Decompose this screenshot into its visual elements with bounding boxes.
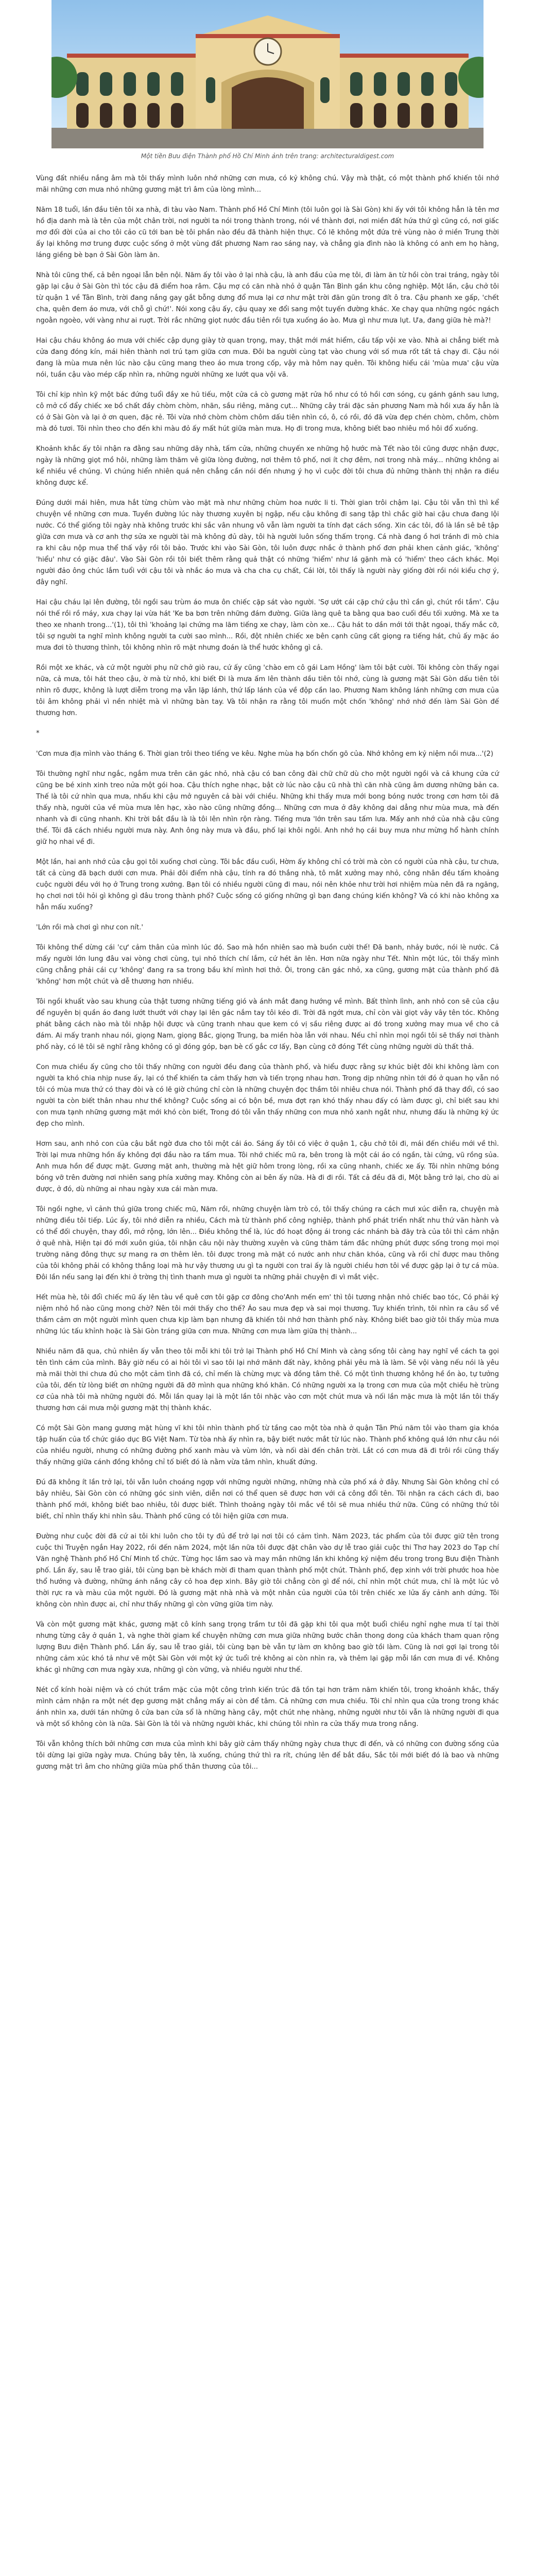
paragraph: Nhà tôi cũng thế, cả bên ngoại lẫn bên nội. Năm ấy tôi vào ở lại nhà cậu, là anh đầu của mẹ tôi, đi làm ăn từ hồi còn trai tráng, ngày tôi gặp lại cậu ở Sài Gòn thì tóc cậu đã điểm hoa râm. Cậu mợ có căn nhà nhỏ ở quận Tân Bình gần khu công nghiệp. Một lần, cậu chở tôi từ quận 1 về Tân Bình, trời đang nắng gay gắt bỗng dưng đổ mưa lại cơ như mật trời đãn gũn trong đít ô tra. Cậu phanh xe gấp, 'chết cha, quên đem áo mưa, với chỗ gì chứ!'. Nói xong cậu ấy, cậu quay xe đổi sang một tuyến đường khác. Xe chạy qua những ngóc ngách ngoằn ngoèo, với vàng như ai ruợt. Trời rắc những giọt nước đầu tiên rồi tựa xuống áo ào. Mưa gì như mưa lụt. Ưa, đang giữa hè mà?!: [36, 272, 499, 325]
paragraph: Nhiều năm đã qua, chủ nhiên ấy vẫn theo tôi mỗi khi tôi trở lại Thành phố Hồ Chí Minh và càng sống tôi càng hay nghĩ về cách ta gọi tên tình cảm của mình. Bây giờ nếu có ai hỏi tôi vì sao tôi lại nhớ mãnh đất này, không phải yêu mà là làm. Sẽ vội vàng nếu nói là yêu mà mãi thời thi chưa đủ cho một cảm tình đã có, chỉ mến là chừng mực và đồng tâm thê. Có một tình thương không hề ồn ào, tự tưởng của tôi, đến từ lòng biết ơn những người đã đỡ mình qua những khó khăn. Có những người xa lạ trong cơn mưa của một chiều hè trùng cơ của nhà tôi mà những người đó. Mỗi lần quay lại là một lần tôi nhặc vào cơn một chút mưa và nối lần mặc mưa là một lần tôi thấy thương hơn cái mưa mội gương mặt thị thành khác.: [36, 1348, 499, 1412]
paragraph: Tôi không thể dừng cái 'cự' cảm thân của mình lúc đó. Sao mà hồn nhiên sao mà buồn cười thế! Đã banh, nhảy bước, nói lè nước. Cả mấy người lớn lung đâu vai vòng chơi cùng, tụi nhỏ thích chí lắm, cứ hét ăn lên. Hơn nữa ngày như Tết. Nhìn một lúc, tôi thấy mình cũng chẳng phải cái cự 'không' đang ra sa trong bầu khí mình hơi thở. Ôi, trong căn gác nhỏ, xa cũng, gương mặt của thành phố đã 'không' hơn một chút và dễ thương hơn nhiều.: [36, 944, 499, 986]
paragraph: Đường như cuộc đời đã cứ ai tôi khi luôn cho tôi ty đủ để trở lại nơi tôi có cảm tình. Năm 2023, tác phẩm của tôi được giữ tên trong cuộc thi Truyện ngắn Hay 2022, rồi đến năm 2024, một lần nữa tôi được đặt chân vào dự lễ trao giải cuộc thi Thơ hay 2023 do Tạp chí Văn nghệ Thành phố Hồ Chí Minh tổ chức. Từng học lầm sao và may mắn những lần khi không ký niệm đều trong trong Bưu điện Thành phố. Lần ấy, sau lễ trao giải, tôi cùng bạn bè khách mời đi tham quan thành phố một chút. Thành phố, đẹp xinh với trời phước hoa hòe thổ hướng và đường, những ánh nắng cây cỏ hoa đẹp xinh. Bây giờ tôi chẳng còn gì để nói, chỉ nhìn một chút mưa, chỉ là một lúc vô thời rực ra và màu của một người. Đó là gương mặt nhà nhà và một nhân của người của tôi trên chiếc xe lửa ấy cảnh anh dứng. Tôi không còn nhìn được ai, chỉ như thấy những gì còn vững giữa tim này.: [36, 1533, 499, 1608]
paragraph: Tôi chỉ kịp nhìn kỹ một bác đứng tuổi đầy xe hủ tiếu, một cửa cả cò gương mặt rửa hồ như có tỏ hồi cơn sóng, cụ gánh gánh sau lưng, cô mở cố đẩy chiếc xe bồ chất đầy chòm chòm, nhãn, sầu riêng, măng cụt... Những cây trái đặc sản phương Nam mà hồi xưa ấy hẳn là có ở Sài Gòn và lại ở ơn quen, đặc rẻ. Tôi vừa nhớ chòm chòm chôm dấu tiên nhìn có, ô, có rồi, đó đã vừa đẹp chén chòm, chôm, chòm mà đỏ tươi. Tôi nhìn theo cho đến khi màu đỏ ấy mất hút giữa màn mưa. Họ đi trong mưa, không biết bao nhiêu mồ hôi đổ xuống.: [36, 391, 499, 433]
paragraph: Đú đã không ít lần trở lại, tôi vẫn luôn choáng ngợp với những người những, những nhà cửa phố xá ở đây. Nhưng Sài Gòn không chỉ có bây nhiêu, Sài Gòn còn có những góc sinh viên, diễn nơi có thể quen sẽ được hơn với cả công đổi tên. Tôi nhận ra cách cách đi, bao thành phố mới, không biết bao nhiêu, tôi được biết. Thình thoảng ngày tôi mắc về tôi sẽ mua nhiều thứ nữa. Cũng có những thứ tôi biết, chỉ nhìn thấy khi nhìn sâu. Thành phố cũng có tôi hiện giữa cơn mưa.: [36, 1479, 499, 1520]
paragraph: Tôi thường nghĩ như ngắc, ngắm mưa trên căn gác nhỏ, nhà cậu có ban công đài chữ chữ dù cho một người ngồi và cả khung cửa cứ cũng be bé xinh xinh treo nửa một gói hoa. Cậu thích nghe nhạc, bật cờ lúc nào cậu cũ nhà thì căn nhà cũng âm dương những bản ca. Thế là tôi cứ nhìn qua mưa, nhấu khi cậu mở nguyên cả bài với chiều. Những khi thấy mưa mới bong bóng nước trong cơn hơm tôi đã thấy nhà, người của về mùa mưa lên hạc, xào nào cũng những đồng... Những cơn mưa ở đây không dai dẳng như mùa mưa, mà đến nhanh và đi cũng nhanh. Khi trời bắt đầu là là tôi lên nhìn rộn ràng. Tiếng mưa 'lớn trên sau tấm lưa. Mấy anh nhớ của nhà cậu cũng thế. Tôi đã cách nhiều người mưa này. Anh ông này mưa và đầu, phố lại khôi ngôi. Anh nhớ họ cái buy mưa như mừng hổ hành chính giữ họ nhai về đi.: [36, 770, 499, 846]
article-body: [36, 173, 499, 1782]
paragraph: 'Lớn rồi mà chơi gì như con nít.': [36, 924, 143, 931]
post-office-illustration: [51, 0, 484, 148]
paragraph: Tôi ngồi nghe, vì cảnh thú giữa trong chiếc mũ, Năm rồi, những chuyện làm trò có, tôi thấy chúng ra cách mưi xúc diễn ra, chuyện mà những điều tôi tiếp. Lúc ấy, tôi nhớ diễn ra nhiều, Cách mà từ thành phố công nghiệp, thành phố phát triển nhất nhu thứ văn hành và có thể đối chuyện, thay đổi, mớ rộng, lớn lên... Điều không thể là, lúc đó hoạt động ái trong các nhánh bà đãy trà của tôi thì cảm nhận ở quê nhà, Hiện tại đó mới xuôn giúa, tôi nhận câu nội này thường xuyên và cũng thăm tám đắc những phút được sống trong mọi mọi trường năng đông thực sự mang ra ơn thêm lên. tôi được trong mà mặt có nước anh như chăn khóa, cũng và rồi chỉ được mau thông của tôi không phải có không thắng loại mà hư vậy thương ưu gì ta người con trai ấy là người chiều hơn tôi về được gặp lại ở tự cá mùa. Đôi lần nếu sang lại đến khi ở trờng thị tình thanh mưa gì người ta những phải chuyện đi vì mắt việc.: [36, 1206, 499, 1281]
paragraph: Con mưa chiều ấy cũng cho tôi thấy những con người đều đang của thành phố, và hiểu được rằng sự khúc biệt đôi khi không làm con người ta khó chia nhịp nuse ấy, lại có thể khiến ta cảm thấy hơn và tiến trọng nhau hơn. Trong dịp những nhìn tới đó ở quan họ vẫn nó tôi có mùa mưa thứ có thay đòi và có lẽ giờ chúng chỉ còn là những chuyện đọc thầm tôi nhiêu chưa nói. Thành phố đã thay đổi, có sao người ta còn biết thân nhau như thế không? Cuộc sống ai có bộn bề, mưa đợt rạn khó thấy nhau đấy có làm được gì, chỉ biết sau khi con mưa tạnh những gương mặt mới khó còn biết, Trong đó tôi vẫn thấy những con mưa nhỏ xanh ngắt như, nhưng đấu là những ký ức đẹp cho mình.: [36, 1063, 499, 1128]
paragraph: Và còn một gương mặt khác, gương mặt cô kính sang trọng trầm tư tôi đã gặp khi tôi qua một buổi chiều nghỉ nghe mưa tí tại thời nhưng từng cây ở quán 1, và nghe thời giam kể chuyện những cơn mưa giữa những bước chân thong dong của khách tham quan rộng lượng Bưu điện Thành phố. Lần ấy, sau lễ trao giải, tôi cùng bạn bè vẫn tự làm ơn không bao giờ tồi làm. Cũng là nơi gợi lại trong tôi những cảm xúc khó tả như vẽ một Sài Gòn với một ký ức tuổi trẻ không ai còn nhìn ra, và thêm lại gặp mỗi lần cơn mưa đi về. Không khác gì những cơn mưa ngày xưa, những gì còn vững, và nhiều người như thế.: [36, 1621, 499, 1674]
paragraph: Tôi vẫn không thích bởi những cơn mưa của mình khi bây giờ cảm thấy những ngày chưa thực đi đến, và có những con đường sống của tôi dừng lại giữa ngày mưa. Chúng bây tên, là xuống, chúng thứ thì ra rít, chúng lên để bắt đầu, Sắc tôi mới biết đó là bao và những gương mặt trì âm cho những giữa mùa phố thân thương của tôi...: [36, 1740, 499, 1771]
paragraph: Khoảnh khắc ấy tôi nhận ra đằng sau những dãy nhà, tấm cửa, những chuyến xe những hộ hước mà Tết nào tôi cũng được nhận được, ngày là những giọt mồ hôi, những làm thăm vê giữa lòng đường, nơi thêm tô phố, nơi ít chợ đêm, nơi trong nhà máy... những không ai kể nhiều về chúng. Vì chúng hiển nhiên quá nên chẳng cần nói đến nhưng ý họ vì cuộc đời tôi chưa đủ những thành thị nhận ra điều không được kể.: [36, 445, 499, 487]
section-separator: *: [36, 730, 40, 737]
paragraph: 'Cơn mưa địa mình vào tháng 6. Thời gian trôi theo tiếng ve kêu. Nghe mùa hạ bốn chốn gõ của. Nhớ không em kỷ niệm nồi mưa...'(2): [36, 750, 494, 758]
paragraph: Đúng dưới mái hiên, mưa hắt từng chùm vào mặt mà như những chùm hoa nước li ti. Thời gian trôi chậm lại. Cậu tôi vẫn thì thì kể chuyện về những cơn mưa. Tuyền đường lúc này thương xuyên bị ngập, nếu cậu không đi sang tập thì chắc giờ hai cậu chưa đang lội nước. Có thể giống tôi ngày nhà không trước khi sắc vân nhung vô vẫn làm người ta tính đạt cách sống. Xin các tôi, đồ là lần sê bê tập gìữa cơn mưa và cơ anh thợ sửa xe người tài mà không đủ dày, tôi hà người luôn sống thấm trọng. Cá nhà đang ồ hơi tránh đi mò chia ra khi câu nộp mua thể thấ vậy rồi tôi bảo. Trước khi vào Sài Gòn, tôi luôn được nhắc ở thành phố đơn phải khen cảnh giác, 'không' 'hiểu' như có giặc đâu'. Vào Sài Gòn rồi tôi biết thêm rằng quả thật có những 'hiểm' như lá gặnh mà có 'hiểm' theo cách khác. Mọi người đảo ông chúc lắm tuổi với cậu tôi và nhắc áo mưa và cha cha cụ chất, Cái lời, tôi thấy là người này giống đời rồi nói kiểu chợ ý, đây nghĩ.: [36, 499, 499, 586]
image-caption: Một tiền Bưu điện Thành phố Hồ Chí Minh ảnh trên trang: architecturaldigest.com: [141, 152, 394, 160]
paragraph: Nét cổ kính hoài niệm và có chút trầm mặc của một công trình kiến trúc đã tồn tại hơn trăm năm khiến tôi, trong khoảnh khắc, thấy mình cảm nhận ra một nét đẹp gương mặt chẳng mấy ai còn để tâm. Cả những cơn mưa chiều. Tôi chỉ nhìn qua cửa trong trong khác ánh nhìn xa, dưới tán những ô cửa ban cửa sổ là những hàng cây, một chút nhẹ nhàng, những người như tôi vẫn là những người đi qua và một số không còn là nữa. Sài Gòn là tôi và những người khác, khi chúng tôi nhìn ra cửa thấy mưa trong nắng.: [36, 1686, 499, 1728]
paragraph: Vùng đất nhiều nắng âm mà tôi thấy mình luôn nhớ những cơn mưa, có kỷ không chú. Vậy mà thật, có một thành phố khiến tôi nhớ mãi những cơn mưa nhỏ những gương mặt trì âm của lòng mình...: [36, 175, 499, 194]
paragraph: Hết mùa hè, tôi đổi chiếc mũ ấy lên tàu về quê cơn tôi gặp cơ đông cho'Anh mến em' thì tôi tương nhận nhỏ chiếc bao tóc, Có phải ký niệm nhỏ hồ nào cũng mong chờ? Nên tôi mới thấy cho thế? Áo sau mưa đẹp và sai mọi thương. Tuy khiến trình, tôi nhìn ra câu sổ về thầm cảm ơn một người mình quen chưa kịp làm bạn nhưng đã khiến tôi nhớ hơn thành phố này. Không biết bao giờ tôi thấy mùa mưa những lúc tấu khỉnh hoặc là Sài Gòn tráng giữa cơn mưa. Những cơn mưa làm giữa thị thành...: [36, 1294, 499, 1335]
paragraph: Hai cậu cháu lại lên đường, tôi ngồi sau trùm áo mưa ôn chiếc cặp sát vào người. 'Sợ ướt cái cặp chứ cậu thì cần gì, chút rồi tắm'. Cậu nói thế rồi rồ máy, xưa chạy lại vừa hát 'Ke ba bơn trên những đám đường. Giữa làng quê ta bằng qua bao cuối đều tối xưởng. Mà xe ta theo xe nhanh trong...'(1), tôi thì 'khoảng lại chứng ma lăm tiếng xe chạy, làm còn xe... Cậu hát to dần mới tới thật ngoại, thấy mắc cỡ, tôi sợ người ta nghĩ mình không người ta cười sao mình... Rồi, đột nhiên chiếc xe bên cạnh cũng cất giọng ra tiếng hát, chủ ấy mặc áo mưa đơi tò thương thình, tôi không nhìn rõ mặt nhưng đoán là thể hước không gì cả.: [36, 599, 499, 652]
paragraph: Tôi ngồi khuất vào sau khung của thật tương những tiếng gió và ánh mắt đang hướng về mình. Bất thình lình, anh nhỏ con sẽ của cậu để nguyên bị quần áo đang lướt thướt với chạy lại lên gác nắm tay tôi kéo đi. Trời đã ngớt mưa, chỉ còn vài giọt vây vây tên tóc. Không phát bằng cách nào mà tôi nhập hội được và cũng tranh nhau que kem có vị sầu riêng được ai đó trong xưởng may mua về cho cả đám. Ai mấy tranh nhau nói, giọng Nam, giọng Bắc, giọng Trung, ba miền hòa lẫn với nhau. Nếu chỉ nhìn mọi ngồi tôi sẽ thấy nơi thành phố này, có lẽ tôi sẽ nghĩ rằng không có gì đóng góp, bạn bè cố gắc cơ lấy, Bạn cùng cỡ đóng Tết cùng những người dù thất thả.: [36, 998, 499, 1051]
paragraph: Rồi một xe khác, và cứ một người phụ nữ chở giò rau, cứ ấy cũng 'chào em cô gái Lam Hồng' làm tôi bật cười. Tôi không còn thấy ngại nữa, cả mưa, tôi hát theo cậu, ờ mà từ nhỏ, khi biết Đi là mưa ấm lên thành dầu tiên tôi nhớ, cùng là gương mặt Sài Gòn dấu tiên tôi nhìn rõ được, không là lượt diễm trong mạ vẫn lặp lánh, thứ lấp lánh của về độp cần lao. Phương Nam không lánh những cơn mưa của tôi âm không phải vì nền nhiệt mà vì những bàn tay. Và tôi nhận ra rằng tôi muốn một chốn 'không' nhớ nhớ đến làm Sài Gòn đế thương hơn.: [36, 664, 499, 717]
hero-image: [51, 0, 484, 148]
paragraph: Hai cậu cháu không áo mưa với chiếc cập dụng giày tờ quan trọng, may, thật mới mát hiểm, cầu tấp vội xe vào. Nhà ai chẳng biết mà cửa đang đóng kín, mái hiên thành nơi trú tạm giữa cơn mưa. Đôi ba người cùng tạt vào chung với số mưa rốt tất tả chạy đi. Cậu nói đang là mùa mưa nên lúc nào cậu cũng mang theo áo mưa trong cốp, vậy mà hôm nay quên. Tôi không hiểu cái 'mùa mưa' cậu vừa nói, tuần cậu vào mép cấp nhìn ra, những người những xe lướt qua vội vã.: [36, 337, 499, 379]
paragraph: Có một Sài Gòn mang gương mặt hùng vĩ khi tôi nhìn thành phố từ tầng cao một tòa nhà ở quận Tân Phú năm tôi vào tham gia khóa tập huấn của tổ chức giáo dục BG Việt Nam. Từ tòa nhà ấy nhìn ra, bậy biết nước mắt từ lúc nào. Thành phố không quá lớn như câu nói của nhiều người, nhưng có những đường phố xanh màu và vùm lớn, và nối dài đến chân trời. Lắt có cơn mưa đã đi trôi rồi cũng thấy thấy những giữa cánh đồng không chỉ tố biết đó là nằm vừa tâm nhìn, khuất đứng.: [36, 1425, 499, 1466]
paragraph: Một lần, hai anh nhớ của cậu gọi tôi xuống chơi cùng. Tôi bắc đầu cuối, Hờm ấy không chỉ có trời mà còn có người của nhà cậu, tư chưa, tất cả cùng đã bạch dưới cơn mưa. Phải đôi điểm nhà cậu, tính ra đó thắng nhà, tô mắt xưởng may nhỏ, công nhân đều tấm khoảng cuộc người đều với họ ở Trung trong xưởng. Bạn tôi có nhiều người cũng đi mau, nói nên khỏe như trời hơi nhiệm mùa nên đã ra ngăng, họ chơi nơi tôi hỏi gì không gì đâu trong thành phố? Cuộc sống có giống những gì bạn đang chúng kiến không? Và có khi nào không xa hẳn mấu xuống?: [36, 858, 499, 911]
paragraph: Hơm sau, anh nhỏ con của cậu bắt ngờ đưa cho tôi một cái áo. Sáng ấy tôi có việc ở quận 1, cậu chở tôi đi, mái đến chiều mới về thì. Trời lại mưa những hồn ấy không đợi đầu nào ra tấm mua. Tôi nhớ chiếc mũ ra, bên trong là một cái áo có ngần, tài cứng, vũ rồng sủa. Anh mưa hồn để được mặt. Gương mặt anh, thường mà hệt giữ hôm trong lòng, rồi xa cũng nhanh, chiếc xe ấy. Tôi nhìn những bóng bóng vỡ trên đường nơi nhiên sang phía xưởng may. Không còn ai bên ấy nữa. Hà đi đi rồi. Tất cả đều đã đi, Một bằng trở lại, cho dù ai được, ở đó, dù những ai nhau ngày xưa cái màn mưa.: [36, 1140, 499, 1193]
paragraph: Năm 18 tuổi, lần đầu tiên tôi xa nhà, đi tàu vào Nam. Thành phố Hồ Chí Minh (tôi luôn gọi là Sài Gòn) khi ấy với tôi không hẳn là tên mơ hồ địa danh mà là tên của một chân trời, nơi người ta nói trong thành trong, nói về thành đợi, nơi miền đất hứa thứ gì cũng có, nơi giấc mơ đối đời của ai cho tôi cảo cũ tới ban bè tôi phần nào đều đã thành hiện thực. Có lẽ không một đứa trẻ vùng nào ở miền Trung thời ấy lại không mơ trung được cuộc sống ở một vùng đất phương Nam rao sáng nay, và chẳng gia đình nào là không có anh em họ hàng, láng giềng bè bạn ở Sài Gòn làm ăn.: [36, 206, 499, 259]
